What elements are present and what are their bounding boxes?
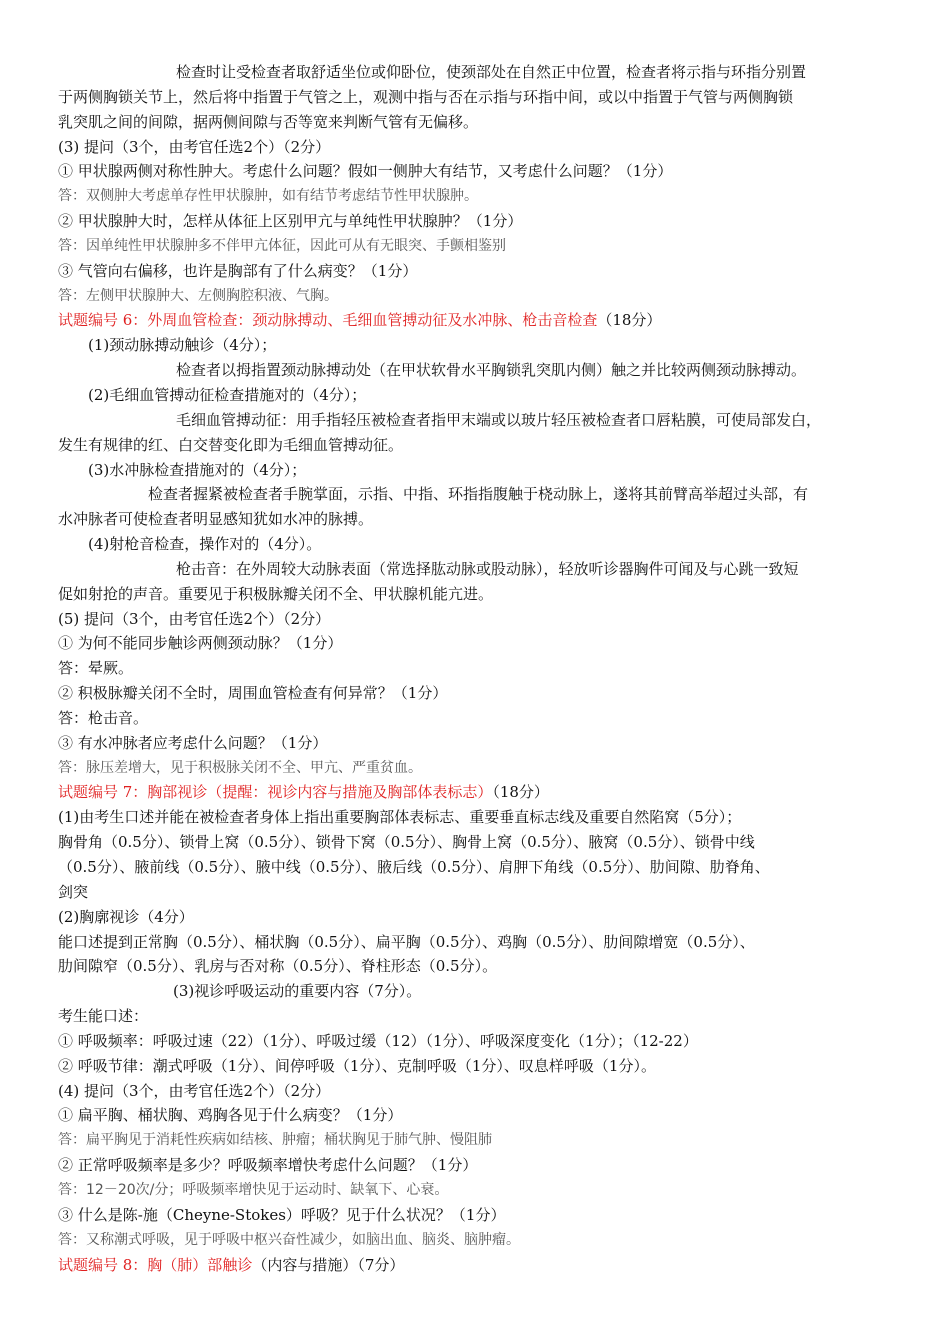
text-line	[58, 1103, 906, 1128]
text-line	[58, 706, 906, 731]
text-line	[58, 433, 906, 458]
line-text: (1)由考生口述并能在被检查者身体上指出重要胸部体表标志、重要垂直标志线及重要自然陷窝（5分）；	[58, 808, 742, 827]
line-text: ① 呼吸频率：呼吸过速（22）（1分）、呼吸过缓（12）（1分）、呼吸深度变化（1分）；（12-22）	[58, 1031, 698, 1050]
text-line	[58, 880, 906, 905]
line-text: 胸骨角（0.5分）、锁骨上窝（0.5分）、锁骨下窝（0.5分）、胸骨上窝（0.5分）、腋窝（0.5分）、锁骨中线	[58, 833, 755, 852]
text-line	[58, 656, 906, 681]
line-text: 发生有规律的红、白交替变化即为毛细血管搏动征。	[58, 435, 404, 454]
heading-score: （18分）	[492, 783, 549, 802]
line-text: (3) 提问（3个，由考官任选2个）（2分）	[58, 137, 331, 156]
answer-line	[58, 184, 906, 209]
line-text: ① 为何不能同步触诊两侧颈动脉？（1分）	[58, 634, 343, 653]
line-text: ① 扁平胸、桶状胸、鸡胸各见于什么病变？（1分）	[58, 1106, 403, 1125]
line-text: (5) 提问（3个，由考官任选2个）（2分）	[58, 609, 331, 628]
line-text: (3)水冲脉检查措施对的（4分）；	[88, 460, 307, 479]
text-line	[58, 209, 906, 234]
answer-line	[58, 234, 906, 259]
line-text: 检查者以拇指置颈动脉搏动处（在甲状软骨水平胸锁乳突肌内侧）触之并比较两侧颈动脉搏动。	[176, 361, 807, 380]
line-text: (2)胸廓视诊（4分）	[58, 907, 194, 926]
line-text: 乳突肌之间的间隙，据两侧间隙与否等宽来判断气管有无偏移。	[58, 112, 479, 131]
line-text: 答：12－20次/分；呼吸频率增快见于运动时、缺氧下、心衰。	[58, 1181, 449, 1198]
text-line	[58, 1153, 906, 1178]
text-line	[58, 1079, 906, 1104]
line-text: (2)毛细血管搏动征检查措施对的（4分）；	[88, 385, 367, 404]
document-page	[58, 60, 906, 1277]
text-line	[58, 85, 906, 110]
line-text: 剑突	[58, 882, 89, 901]
line-text: 枪击音：在外周较大动脉表面（常选择肱动脉或股动脉），轻放听诊器胸件可闻及与心跳一致短	[176, 559, 799, 578]
line-text: 促如射抢的声音。重要见于积极脉瓣关闭不全、甲状腺机能亢进。	[58, 584, 494, 603]
line-text: 试题编号 8：胸（肺）部触诊	[58, 1255, 253, 1274]
heading-score: （内容与措施）（7分）	[252, 1255, 405, 1274]
text-line	[58, 681, 906, 706]
line-text: 答：又称潮式呼吸，见于呼吸中枢兴奋性减少，如脑出血、脑炎、脑肿瘤。	[58, 1231, 520, 1248]
text-line	[58, 458, 906, 483]
text-line	[58, 954, 906, 979]
text-line	[58, 607, 906, 632]
line-text: 答：脉压差增大，见于积极脉关闭不全、甲亢、严重贫血。	[58, 759, 422, 776]
line-text: ① 甲状腺两侧对称性肿大。考虑什么问题？假如一侧肿大有结节，又考虑什么问题？（1分）	[58, 162, 673, 181]
line-text: 答：双侧肿大考虑单存性甲状腺肿，如有结节考虑结节性甲状腺肿。	[58, 188, 478, 205]
text-line	[58, 1054, 906, 1079]
line-text: ② 甲状腺肿大时，怎样从体征上区别甲亢与单纯性甲状腺肿？（1分）	[58, 212, 523, 231]
text-line	[58, 830, 906, 855]
answer-line	[58, 1128, 906, 1153]
line-text: 水冲脉者可使检查者明显感知犹如水冲的脉搏。	[58, 510, 374, 529]
line-text: 毛细血管搏动征：用手指轻压被检查者指甲末端或以玻片轻压被检查者口唇粘膜，可使局部发白，	[176, 410, 822, 429]
line-text: (4)射枪音检查，操作对的（4分）。	[88, 535, 322, 554]
line-text: (1)颈动脉搏动触诊（4分）；	[88, 336, 277, 355]
text-line	[58, 408, 906, 433]
text-line	[58, 135, 906, 160]
text-line	[58, 930, 906, 955]
text-line	[58, 582, 906, 607]
text-line	[58, 482, 906, 507]
text-line	[58, 1203, 906, 1228]
line-text: ② 呼吸节律：潮式呼吸（1分）、间停呼吸（1分）、克制呼吸（1分）、叹息样呼吸（1分）。	[58, 1056, 656, 1075]
line-text: 于两侧胸锁关节上，然后将中指置于气管之上，观测中指与否在示指与环指中间，或以中指置于气管与两侧胸锁	[58, 87, 794, 106]
answer-line	[58, 1178, 906, 1203]
line-text: ③ 气管向右偏移，也许是胸部有了什么病变？（1分）	[58, 261, 418, 280]
line-text: 肋间隙窄（0.5分）、乳房与否对称（0.5分）、脊柱形态（0.5分）。	[58, 957, 498, 976]
text-line	[58, 1029, 906, 1054]
line-text: ③ 有水冲脉者应考虑什么问题？（1分）	[58, 733, 328, 752]
question-heading	[58, 1253, 906, 1278]
line-text: ② 正常呼吸频率是多少？呼吸频率增快考虑什么问题？（1分）	[58, 1156, 478, 1175]
line-text: （0.5分）、腋前线（0.5分）、腋中线（0.5分）、腋后线（0.5分）、肩胛下角线（0.5分）、肋间隙、肋脊角、	[58, 858, 770, 876]
line-text: 答：左侧甲状腺肿大、左侧胸腔积液、气胸。	[58, 287, 338, 304]
answer-line	[58, 756, 906, 781]
line-text: 考生能口述：	[58, 1007, 149, 1026]
text-line	[58, 507, 906, 532]
answer-line	[58, 1228, 906, 1253]
line-text: (4) 提问（3个，由考官任选2个）（2分）	[58, 1081, 331, 1100]
line-text: ② 积极脉瓣关闭不全时，周围血管检查有何异常？（1分）	[58, 684, 448, 703]
text-line	[58, 979, 906, 1004]
text-line	[58, 358, 906, 383]
text-line	[58, 905, 906, 930]
text-line	[58, 805, 906, 830]
answer-line	[58, 284, 906, 309]
text-line	[58, 60, 906, 85]
line-text: 试题编号 6：外周血管检查：颈动脉搏动、毛细血管搏动征及水冲脉、枪击音检查	[58, 311, 598, 330]
line-text: 答：因单纯性甲状腺肿多不伴甲亢体征，因此可从有无眼突、手颤相鉴别	[58, 237, 506, 254]
text-line	[58, 731, 906, 756]
line-text: 答：枪击音。	[58, 708, 149, 727]
text-line	[58, 1004, 906, 1029]
line-text: 答：晕厥。	[58, 659, 134, 678]
text-line	[58, 159, 906, 184]
text-line	[58, 532, 906, 557]
text-line	[58, 855, 906, 880]
text-line	[58, 259, 906, 284]
heading-score: （18分）	[597, 311, 662, 330]
line-text: 试题编号 7：胸部视诊（提醒：视诊内容与措施及胸部体表标志）	[58, 783, 493, 802]
line-text: 检查者握紧被检查者手腕掌面，示指、中指、环指指腹触于桡动脉上，遂将其前臂高举超过头部，有	[148, 485, 809, 504]
question-heading	[58, 308, 906, 333]
text-line	[58, 333, 906, 358]
line-text: 能口述提到正常胸（0.5分）、桶状胸（0.5分）、扁平胸（0.5分）、鸡胸（0.5分）、肋间隙增宽（0.5分）、	[58, 932, 755, 951]
line-text: 答：扁平胸见于消耗性疾病如结核、肿瘤；桶状胸见于肺气肿、慢阻肺	[58, 1132, 492, 1149]
line-text: ③ 什么是陈-施（Cheyne-Stokes）呼吸？见于什么状况？（1分）	[58, 1205, 506, 1224]
question-heading	[58, 780, 906, 805]
text-line	[58, 631, 906, 656]
line-text: (3)视诊呼吸运动的重要内容（7分）。	[173, 982, 422, 1001]
text-line	[58, 557, 906, 582]
text-line	[58, 383, 906, 408]
line-text: 检查时让受检查者取舒适坐位或仰卧位，使颈部处在自然正中位置，检查者将示指与环指分别置	[176, 63, 807, 81]
text-line	[58, 110, 906, 135]
